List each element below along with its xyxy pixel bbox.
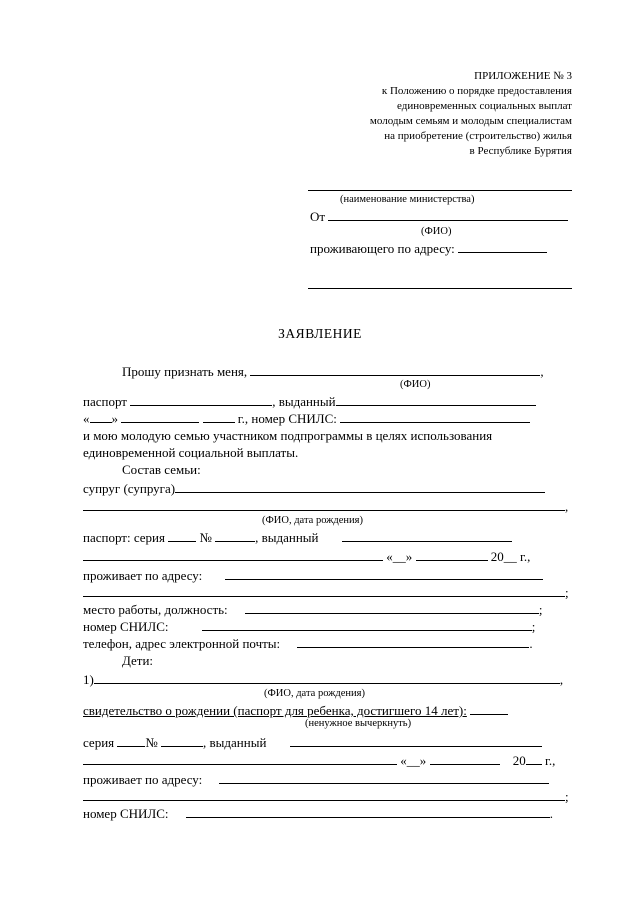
from-fio-field[interactable] <box>328 208 568 221</box>
issue-month-field[interactable] <box>121 410 199 423</box>
spouse-contacts-row <box>83 635 533 651</box>
spouse-issued-field-2[interactable] <box>83 548 383 561</box>
ministry-caption: (наименование министерства) <box>340 194 475 205</box>
request-row <box>122 363 544 379</box>
spouse-address-field[interactable] <box>225 567 543 580</box>
spouse-fio-dob-caption: (ФИО, дата рождения) <box>262 515 364 526</box>
appendix-number: ПРИЛОЖЕНИЕ № 3 <box>474 70 572 82</box>
passport-label: паспорт <box>83 394 127 409</box>
regulation-line: единовременных социальных выплат <box>397 100 572 112</box>
from-label: От <box>310 209 326 224</box>
child-issued-field[interactable] <box>290 734 542 747</box>
quote-open: « <box>83 411 90 426</box>
semicolon: ; <box>565 789 569 804</box>
spouse-label: супруг (супруга) <box>83 481 176 496</box>
child-number-field[interactable] <box>161 734 203 747</box>
period: . <box>529 636 533 651</box>
spouse-number-field[interactable] <box>215 529 255 542</box>
spouse-snils-field[interactable] <box>202 618 532 631</box>
regulation-line: на приобретение (строительство) жилья <box>384 130 572 142</box>
spouse-address-row <box>83 567 543 583</box>
address-row <box>310 240 547 256</box>
year-label: 20__ г., <box>490 549 531 564</box>
spouse-contacts-field[interactable] <box>297 635 529 648</box>
spouse-work-field[interactable] <box>245 601 539 614</box>
request-text: Прошу признать меня, <box>122 364 248 379</box>
child-snils-row <box>83 805 553 821</box>
spouse-snils-row <box>83 618 535 634</box>
regulation-line: молодым семьям и молодым специалистам <box>369 115 572 127</box>
child-address-field-2[interactable] <box>83 788 565 801</box>
number-sign: № <box>145 735 158 750</box>
semicolon: ; <box>531 619 536 634</box>
date-quote: «__» <box>400 753 427 768</box>
spouse-issue-month-field[interactable] <box>416 548 488 561</box>
spouse-date-row <box>83 548 530 564</box>
issued-label: , выданный <box>255 530 319 545</box>
quote-close: » <box>111 411 118 426</box>
issued-label: , выданный <box>272 394 336 409</box>
spouse-row <box>83 480 545 496</box>
child-series-row <box>83 734 542 750</box>
child-fio-field[interactable] <box>94 671 560 684</box>
child-snils-field[interactable] <box>186 805 550 818</box>
regulation-line: к Положению о порядке предоставления <box>381 85 572 97</box>
address-line-2[interactable] <box>308 288 572 289</box>
snils-label: номер СНИЛС: <box>83 619 169 634</box>
child-date-row <box>83 752 555 768</box>
child-address-row <box>83 771 549 787</box>
ministry-line[interactable] <box>308 190 572 191</box>
comma: , <box>559 672 564 687</box>
issue-year-field[interactable] <box>203 410 235 423</box>
document-title: ЗАЯВЛЕНИЕ <box>278 326 362 341</box>
year-snils-label: г., номер СНИЛС: <box>237 411 337 426</box>
passport-series-label: паспорт: серия <box>83 530 165 545</box>
child-year-suffix: г., <box>545 753 556 768</box>
child-series-field[interactable] <box>117 734 145 747</box>
spouse-address-row-2 <box>83 584 569 600</box>
children-heading: Дети: <box>122 653 154 668</box>
child-address-field[interactable] <box>219 771 549 784</box>
period: . <box>549 806 554 821</box>
spouse-field-2[interactable] <box>83 498 565 511</box>
lives-at-label: проживает по адресу: <box>83 772 203 787</box>
spouse-address-field-2[interactable] <box>83 584 565 597</box>
birth-cert-label: свидетельство о рождении (паспорт для ребенка, достигшего 14 лет): <box>83 703 467 718</box>
child-issued-field-2[interactable] <box>83 752 397 765</box>
strike-caption: (ненужное вычеркнуть) <box>305 718 412 729</box>
comma: , <box>540 364 544 379</box>
spouse-issued-field[interactable] <box>342 529 512 542</box>
regulation-line: в Республике Бурятия <box>469 145 572 157</box>
address-field[interactable] <box>458 240 547 253</box>
applicant-fio-caption: (ФИО) <box>400 379 431 390</box>
child-year-label: 20 <box>512 753 526 768</box>
comma: , <box>565 499 569 514</box>
spouse-series-field[interactable] <box>168 529 196 542</box>
snils-label: номер СНИЛС: <box>83 806 169 821</box>
birth-cert-row <box>83 702 508 718</box>
workplace-label: место работы, должность: <box>83 602 228 617</box>
semicolon: ; <box>538 602 543 617</box>
applicant-snils-field[interactable] <box>340 410 530 423</box>
date-snils-row <box>83 410 530 426</box>
series-label: серия <box>83 735 115 750</box>
issued-label: , выданный <box>203 735 267 750</box>
body-text-1: и мою молодую семью участником подпрограммы в целях использования <box>83 428 493 443</box>
from-row <box>310 208 568 224</box>
issue-day-field[interactable] <box>90 410 112 423</box>
child-issue-year-field[interactable] <box>526 752 542 765</box>
address-label: проживающего по адресу: <box>310 241 455 256</box>
spouse-row-2 <box>83 498 568 514</box>
spouse-work-row <box>83 601 543 617</box>
applicant-fio-field[interactable] <box>250 363 540 376</box>
passport-field[interactable] <box>130 393 272 406</box>
child-row <box>83 671 563 687</box>
body-text-2: единовременной социальной выплаты. <box>83 445 299 460</box>
child-address-row-2 <box>83 788 569 804</box>
passport-issued-field[interactable] <box>336 393 536 406</box>
addressee-fio-caption: (ФИО) <box>421 226 452 237</box>
spouse-field[interactable] <box>175 480 545 493</box>
passport-row <box>83 393 536 409</box>
child-issue-month-field[interactable] <box>430 752 500 765</box>
child-fio-dob-caption: (ФИО, дата рождения) <box>264 688 366 699</box>
number-sign: № <box>199 530 212 545</box>
child-number: 1) <box>83 672 94 687</box>
birth-cert-field[interactable] <box>470 702 508 715</box>
semicolon: ; <box>565 585 569 600</box>
family-heading: Состав семьи: <box>122 462 201 477</box>
spouse-passport-row <box>83 529 512 545</box>
lives-at-label: проживает по адресу: <box>83 568 203 583</box>
date-quote: «__» <box>386 549 413 564</box>
contacts-label: телефон, адрес электронной почты: <box>83 636 281 651</box>
